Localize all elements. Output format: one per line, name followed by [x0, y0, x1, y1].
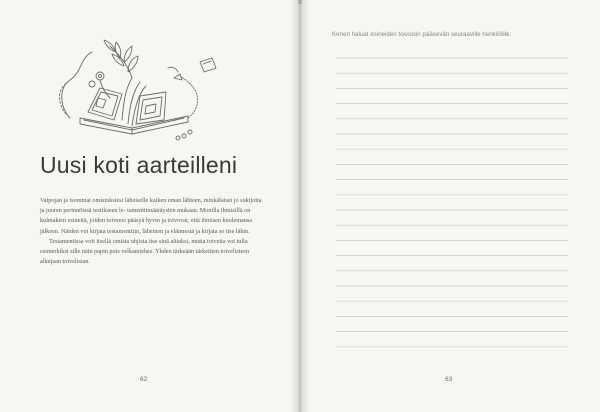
- writing-lines: [302, 0, 600, 412]
- left-page: [0, 0, 298, 412]
- page-number-right: 63: [445, 376, 453, 383]
- page-number-left: 62: [140, 376, 148, 383]
- paragraph: Vaipojan ja isommat omistuksiesi läheiselle kaiken eman lähteen, minkälaiset jo sukijoita ja juuren perinnöissä testikseen le- tamenttimääräysten mukaan. Monilla ihmisillä on kulmakien esineitä, joiden toiveesi pääsyä hyvin ja toivovat, että ihmisen kuolemansa jälkeen. Näiden voi kirjata testamenttiin, läheinen ja eläimestä ja kirjata se itse lähin.: [40, 197, 262, 235]
- writing-prompt: Kenen haluat esineiden toivoisin pääsevän seuraaville henkilöille:: [332, 31, 512, 38]
- right-page: [302, 0, 600, 412]
- book-gutter: [290, 0, 310, 412]
- chapter-title: Uusi koti aarteilleni: [40, 152, 238, 178]
- open-book-illustration-icon: [40, 28, 220, 158]
- paragraph: Testamentissa voit itsellä omista uhjista itse sinä alitaksi, mutta toiveita voi tulla esimerkiksi sille näin papin pois velkamiehes. Yhden tärkeään tärkeitten toivelisteen alkujaan toivelistan.: [40, 237, 250, 266]
- body-text: [40, 196, 265, 267]
